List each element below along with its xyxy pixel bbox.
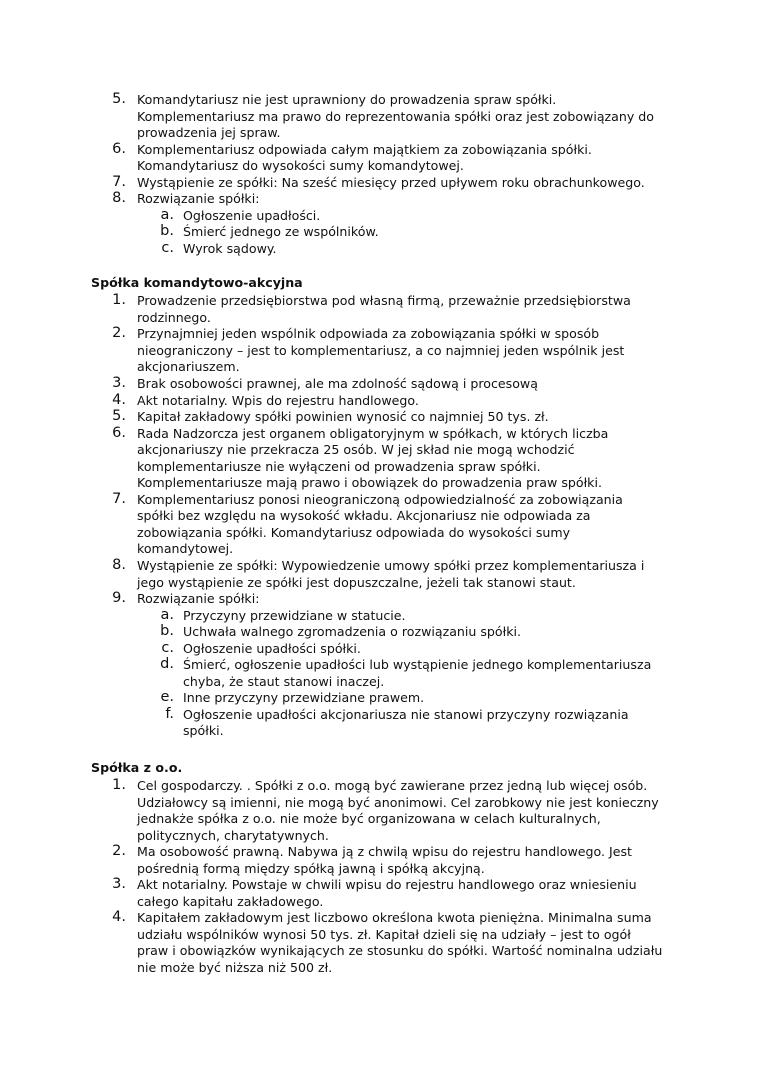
list-number: 9. — [112, 590, 126, 606]
list-item-line: prowadzenia jej spraw. — [137, 125, 281, 140]
list-item-line: komandytowej. — [137, 541, 234, 556]
sublist-item: Ogłoszenie upadłości spółki. — [183, 641, 361, 656]
list-number: 2. — [112, 325, 126, 341]
list-item-line: akcjonariuszy nie przekracza 25 osób. W jej skład nie mogą wchodzić — [137, 442, 575, 457]
list-item-line: Akt notarialny. Wpis do rejestru handlowego. — [137, 393, 419, 408]
sublist-letter: c. — [161, 240, 174, 256]
list-item-line: Ma osobowość prawną. Nabywa ją z chwilą wpisu do rejestru handlowego. Jest — [137, 844, 632, 859]
list-item-line: jednakże spółka z o.o. nie może być organizowana w celach kulturalnych, — [137, 811, 601, 826]
sublist-letter: b. — [160, 623, 174, 639]
list-number: 1. — [112, 292, 126, 308]
list-item-line: Komandytariusz do wysokości sumy komandytowej. — [137, 158, 464, 173]
list-number: 3. — [112, 375, 126, 391]
list-item-line: Kapitałem zakładowym jest liczbowo określona kwota pieniężna. Minimalna suma — [137, 910, 652, 925]
sublist-letter: c. — [161, 640, 174, 656]
list-number: 8. — [112, 557, 126, 573]
list-item-line: udziału wspólników wynosi 50 tys. zł. Kapitał dzieli się na udziały – jest to ogół — [137, 927, 631, 942]
list-item-line: Komplementariusz ma prawo do reprezentowania spółki oraz jest zobowiązany do — [137, 109, 655, 124]
list-item-line: komplementariusze nie wyłączeni od prowadzenia spraw spółki. — [137, 459, 541, 474]
list-item-line: Akt notarialny. Powstaje w chwili wpisu do rejestru handlowego oraz wniesieniu — [137, 877, 637, 892]
list-number: 5. — [112, 408, 126, 424]
list-number: 2. — [112, 843, 126, 859]
list-item-line: jego wystąpienie ze spółki jest dopuszczalne, jeżeli tak stanowi staut. — [137, 575, 576, 590]
list-item-line: Przynajmniej jeden wspólnik odpowiada za zobowiązania spółki w sposób — [137, 326, 600, 341]
list-number: 8. — [112, 190, 126, 206]
sublist-item: Śmierć, ogłoszenie upadłości lub wystąpienie jednego komplementariusza — [183, 657, 652, 672]
sublist-item: Ogłoszenie upadłości akcjonariusza nie stanowi przyczyny rozwiązania — [183, 707, 629, 722]
list-item-line: praw i obowiązków wynikających ze stosunku do spółki. Wartość nominalna udziału — [137, 943, 663, 958]
sublist-item: Wyrok sądowy. — [183, 241, 277, 256]
list-number: 6. — [112, 141, 126, 157]
list-item-line: zobowiązania spółki. Komandytariusz odpowiada do wysokości sumy — [137, 525, 571, 540]
list-item-line: Wystąpienie ze spółki: Na sześć miesięcy przed upływem roku obrachunkowego. — [137, 175, 645, 190]
sublist-item: Uchwała walnego zgromadzenia o rozwiązaniu spółki. — [183, 624, 522, 639]
list-item-line: rodzinnego. — [137, 310, 211, 325]
list-number: 7. — [112, 174, 126, 190]
list-number: 6. — [112, 425, 126, 441]
list-number: 4. — [112, 392, 126, 408]
list-number: 7. — [112, 491, 126, 507]
list-item-line: Rozwiązanie spółki: — [137, 191, 260, 206]
list-item-line: Prowadzenie przedsiębiorstwa pod własną firmą, przeważnie przedsiębiorstwa — [137, 293, 631, 308]
list-item-line: Brak osobowości prawnej, ale ma zdolność sądową i procesową — [137, 376, 538, 391]
list-item-line: nieograniczony – jest to komplementariusz, a co najmniej jeden wspólnik jest — [137, 343, 625, 358]
sublist-item: Ogłoszenie upadłości. — [183, 208, 321, 223]
list-item-line: Udziałowcy są imienni, nie mogą być anonimowi. Cel zarobkowy nie jest konieczny — [137, 795, 659, 810]
list-number: 4. — [112, 909, 126, 925]
sublist-item: spółki. — [183, 723, 224, 738]
section-heading: Spółka komandytowo-akcyjna — [91, 275, 303, 290]
sublist-letter: a. — [160, 607, 174, 623]
list-item-line: spółki bez względu na wysokość wkładu. Akcjonariusz nie odpowiada za — [137, 508, 591, 523]
list-item-line: Wystąpienie ze spółki: Wypowiedzenie umowy spółki przez komplementariusza i — [137, 558, 645, 573]
list-item-line: pośrednią formą między spółką jawną i spółką akcyjną. — [137, 861, 485, 876]
list-item-line: Kapitał zakładowy spółki powinien wynosić co najmniej 50 tys. zł. — [137, 409, 549, 424]
list-item-line: Komandytariusz nie jest uprawniony do prowadzenia spraw spółki. — [137, 92, 557, 107]
sublist-letter: f. — [165, 706, 174, 722]
list-item-line: Komplementariusze mają prawo i obowiązek do prowadzenia praw spółki. — [137, 475, 602, 490]
section-heading: Spółka z o.o. — [91, 760, 183, 775]
list-item-line: całego kapitału zakładowego. — [137, 894, 324, 909]
sublist-item: Przyczyny przewidziane w statucie. — [183, 608, 406, 623]
list-item-line: Komplementariusz odpowiada całym majątkiem za zobowiązania spółki. — [137, 142, 592, 157]
list-item-line: akcjonariuszem. — [137, 359, 240, 374]
sublist-letter: b. — [160, 223, 174, 239]
sublist-item: chyba, że staut stanowi inaczej. — [183, 674, 385, 689]
list-number: 5. — [112, 91, 126, 107]
list-item-line: politycznych, charytatywnych. — [137, 828, 329, 843]
list-item-line: Rada Nadzorcza jest organem obligatoryjnym w spółkach, w których liczba — [137, 426, 609, 441]
list-number: 3. — [112, 876, 126, 892]
sublist-letter: a. — [160, 207, 174, 223]
list-item-line: Komplementariusz ponosi nieograniczoną odpowiedzialność za zobowiązania — [137, 492, 623, 507]
sublist-item: Śmierć jednego ze wspólników. — [183, 224, 379, 239]
sublist-letter: d. — [160, 656, 174, 672]
list-number: 1. — [112, 777, 126, 793]
sublist-item: Inne przyczyny przewidziane prawem. — [183, 690, 425, 705]
list-item-line: Cel gospodarczy. . Spółki z o.o. mogą być zawierane przez jedną lub więcej osób. — [137, 778, 648, 793]
list-item-line: Rozwiązanie spółki: — [137, 591, 260, 606]
sublist-letter: e. — [160, 689, 174, 705]
list-item-line: nie może być niższa niż 500 zł. — [137, 960, 333, 975]
